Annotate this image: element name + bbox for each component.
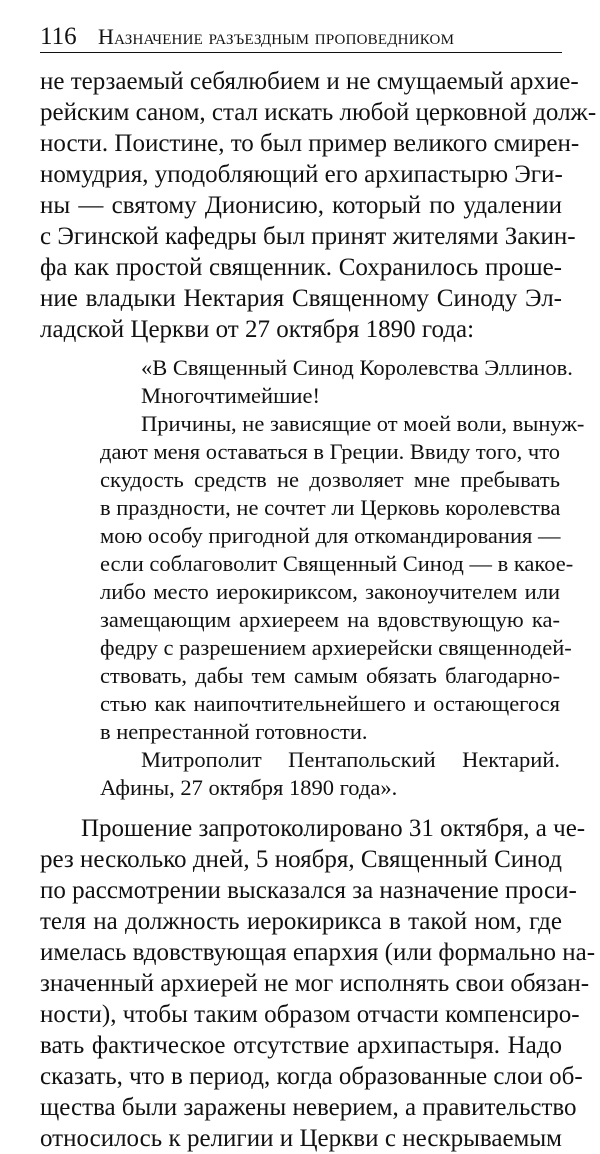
quote-line: если соблаговолит Священный Синод — в какое- bbox=[100, 551, 574, 576]
text-line: щества были заражены неверием, а правительство bbox=[40, 1094, 577, 1121]
text-line: значенный архиерей не мог исполнять свои обязан- bbox=[40, 970, 590, 997]
text-line: фа как простой священник. Сохранилось проше- bbox=[40, 254, 562, 281]
quote-line: Причины, не зависящие от моей воли, вынуж- bbox=[141, 411, 585, 436]
quote-line: мою особу пригодной для откомандирования — bbox=[100, 523, 561, 548]
quote-signature: Митрополит Пентапольский Нектарий. bbox=[141, 747, 560, 772]
text-line: ние владыки Нектария Священному Синоду Эл- bbox=[40, 285, 562, 312]
text-line: сказать, что в период, когда образованные слои об- bbox=[40, 1063, 583, 1090]
text-line: ности), чтобы таким образом отчасти компенсиро- bbox=[40, 1001, 580, 1028]
quote-line: дают меня оставаться в Греции. Ввиду того, что bbox=[100, 439, 560, 464]
running-header bbox=[40, 22, 562, 53]
text-line: с Эгинской кафедры был принят жителями Закин- bbox=[40, 223, 576, 250]
text-line: Прошение запротоколировано 31 октября, а че- bbox=[81, 815, 586, 842]
text-line: не терзаемый себялюбием и не смущаемый архие- bbox=[40, 68, 579, 95]
quote-line: «В Священный Синод Королевства Эллинов. bbox=[141, 355, 573, 380]
quote-line: федру с разрешением архиерейски священнодей- bbox=[100, 635, 572, 660]
text-line: вать фактическое отсутствие архипастыря. Надо bbox=[40, 1032, 562, 1059]
running-title: Назначение разъездным проповедником bbox=[98, 24, 455, 49]
quote-line: ствовать, дабы тем самым обязать благодарно- bbox=[100, 663, 560, 688]
quote-line: либо место иерокириксом, законоучителем или bbox=[100, 579, 560, 604]
text-line: имелась вдовствующая епархия (или формально на- bbox=[40, 939, 596, 966]
text-line: относилось к религии и Церкви с нескрываемым bbox=[40, 1125, 562, 1152]
quote-line: в непрестанной готовности. bbox=[100, 719, 368, 744]
page-number: 116 bbox=[40, 23, 77, 50]
text-line: рез несколько дней, 5 ноября, Священный Синод bbox=[40, 846, 562, 873]
text-line: рейским саном, стал искать любой церковной долж- bbox=[40, 99, 597, 126]
quote-line: стью как наипочтительнейшего и остающегося bbox=[100, 691, 560, 716]
text-line: ны — святому Дионисию, который по удалении bbox=[40, 192, 562, 219]
quote-date: Афины, 27 октября 1890 года». bbox=[100, 775, 398, 800]
text-line: номудрия, уподобляющий его архипастырю Эги- bbox=[40, 161, 563, 188]
text-line: теля на должность иерокирикса в такой ном, где bbox=[40, 908, 562, 935]
quote-line: Многочтимейшие! bbox=[141, 383, 320, 408]
text-line: по рассмотрении высказался за назначение проси- bbox=[40, 877, 577, 904]
quote-line: скудость средств не дозволяет мне пребывать bbox=[100, 467, 560, 492]
text-line: ности. Поистине, то был пример великого смирен- bbox=[40, 130, 580, 157]
quote-line: замещающим архиереем на вдовствующую ка- bbox=[100, 607, 560, 632]
quote-line: в праздности, не сочтет ли Церковь королевства bbox=[100, 495, 561, 520]
text-line: ладской Церкви от 27 октября 1890 года: bbox=[40, 316, 475, 343]
